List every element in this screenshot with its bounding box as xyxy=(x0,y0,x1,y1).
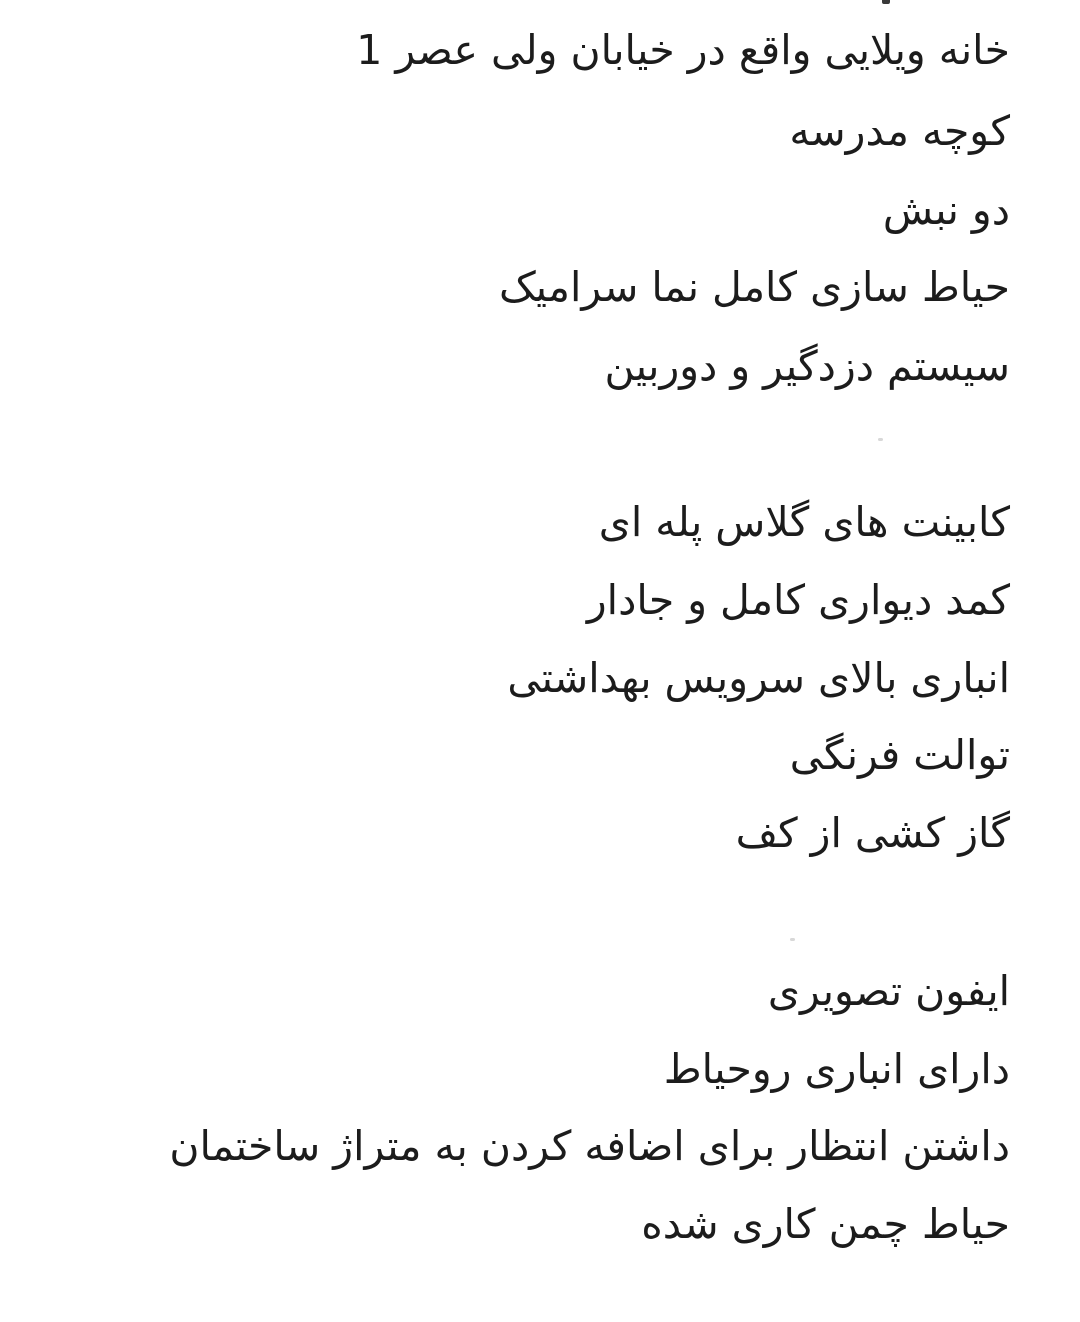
text-line: دارای انباری روحیاط xyxy=(663,1045,1010,1093)
text-line: سیستم دزدگیر و دوربین xyxy=(604,342,1010,390)
text-line: کوچه مدرسه xyxy=(789,107,1010,155)
text-line: انباری بالای سرویس بهداشتی xyxy=(507,654,1010,702)
text-line: حیاط چمن کاری شده xyxy=(641,1200,1010,1248)
scan-speck xyxy=(878,438,883,441)
text-line: داشتن انتظار برای اضافه کردن به متراژ ساختمان xyxy=(169,1122,1010,1170)
text-line: توالت فرنگی xyxy=(789,731,1010,779)
text-line: خانه ویلایی واقع در خیابان ولی عصر 1 xyxy=(356,26,1010,74)
text-line: دو نبش xyxy=(882,186,1010,234)
text-line: حیاط سازی کامل نما سرامیک xyxy=(498,263,1010,311)
scan-speck xyxy=(790,938,795,941)
cropped-text-fragment xyxy=(882,0,890,4)
text-line: ایفون تصویری xyxy=(767,967,1010,1015)
text-line: گاز کشی از کف xyxy=(735,809,1010,857)
text-line: کمد دیواری کامل و جادار xyxy=(586,576,1010,624)
text-line: کابینت های گلاس پله ای xyxy=(598,498,1010,546)
